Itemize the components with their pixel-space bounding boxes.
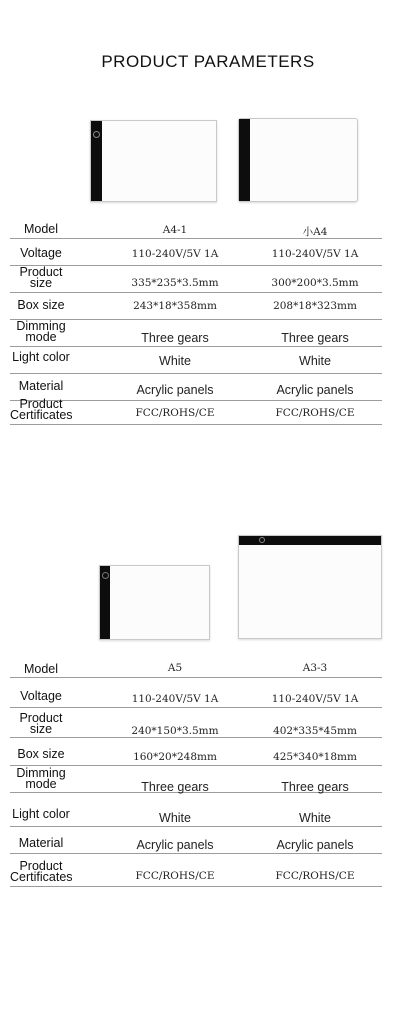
row-value: Acrylic panels	[276, 383, 354, 397]
row-label: Model	[23, 662, 59, 676]
row-value: 小A4	[302, 226, 328, 238]
power-button-icon	[93, 131, 100, 138]
row-value: Acrylic panels	[136, 383, 214, 397]
row-value: FCC/ROHS/CE	[275, 407, 355, 419]
table-row	[10, 212, 382, 239]
row-value: White	[299, 354, 331, 368]
table-row	[10, 677, 382, 708]
row-value: Three gears	[281, 780, 349, 794]
row-value: Three gears	[141, 331, 209, 345]
row-label: Box size	[17, 747, 65, 761]
product-image-small-a4	[238, 118, 358, 202]
row-label: Material	[18, 836, 64, 850]
row-value: Acrylic panels	[136, 838, 214, 852]
product-image-a5	[99, 565, 210, 640]
row-value: FCC/ROHS/CE	[135, 870, 215, 882]
row-label: Light color	[12, 807, 70, 821]
row-value: 425*340*18mm	[273, 751, 357, 763]
row-label: Dimming mode	[16, 319, 66, 344]
table-row	[10, 765, 382, 793]
row-value: 110-240V/5V 1A	[271, 248, 359, 260]
row-value: White	[299, 811, 331, 825]
table-row	[10, 826, 382, 854]
row-value: 110-240V/5V 1A	[271, 693, 359, 705]
page-title: PRODUCT PARAMETERS	[101, 52, 315, 71]
row-value: 243*18*358mm	[133, 300, 217, 312]
row-value: Three gears	[281, 331, 349, 345]
table-row	[10, 373, 382, 401]
row-value: 300*200*3.5mm	[271, 277, 359, 289]
row-label: Product Certificates	[10, 859, 73, 884]
table-row	[10, 707, 382, 738]
table-row	[10, 397, 382, 425]
table-row	[10, 853, 382, 887]
table-row	[10, 792, 382, 827]
row-label: Box size	[17, 298, 65, 312]
row-value: FCC/ROHS/CE	[275, 870, 355, 882]
table-row	[10, 737, 382, 766]
led-strip	[239, 119, 250, 201]
row-label: Model	[23, 222, 59, 236]
row-value: FCC/ROHS/CE	[135, 407, 215, 419]
row-value: 110-240V/5V 1A	[131, 693, 219, 705]
product-image-a4-1	[90, 120, 217, 202]
row-label: Product Certificates	[10, 397, 73, 422]
row-label: Dimming mode	[16, 766, 66, 791]
row-value: A3-3	[302, 662, 328, 674]
product-image-a3-3	[238, 535, 382, 639]
row-value: Three gears	[141, 780, 209, 794]
power-button-icon	[102, 572, 109, 579]
row-value: 402*335*45mm	[273, 725, 357, 737]
row-label: Light color	[12, 350, 70, 364]
table-row	[10, 652, 382, 678]
row-label: Product size	[19, 711, 63, 736]
row-value: Acrylic panels	[276, 838, 354, 852]
row-label: Voltage	[20, 689, 62, 703]
table-row	[10, 238, 382, 266]
row-value: White	[159, 811, 191, 825]
row-label: Product size	[19, 265, 63, 290]
row-value: 208*18*323mm	[273, 300, 357, 312]
row-value: 110-240V/5V 1A	[131, 248, 219, 260]
row-value: 240*150*3.5mm	[131, 725, 219, 737]
row-value: White	[159, 354, 191, 368]
table-row	[10, 265, 382, 293]
table-row	[10, 346, 382, 374]
power-button-icon	[259, 537, 265, 543]
row-label: Voltage	[20, 246, 62, 260]
table-row	[10, 319, 382, 347]
row-value: 335*235*3.5mm	[131, 277, 219, 289]
row-value: 160*20*248mm	[133, 751, 217, 763]
row-label: Material	[18, 379, 64, 393]
table-row	[10, 292, 382, 320]
row-value: A4-1	[162, 224, 188, 236]
row-value: A5	[167, 662, 183, 674]
